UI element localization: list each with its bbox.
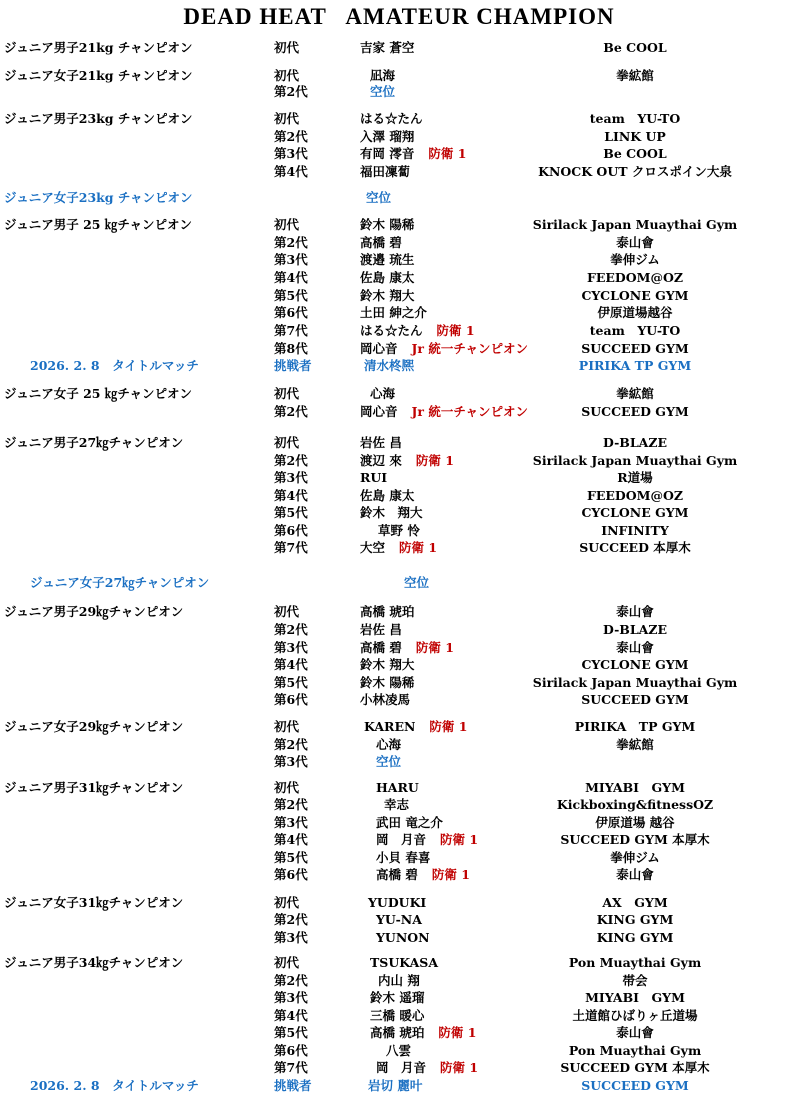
title-note: 防衛 1 [415, 453, 454, 468]
title-note: 防衛 1 [440, 1060, 479, 1075]
champion-name: 高橋 琥珀 [370, 1025, 425, 1040]
generation-label: 第3代 [274, 930, 308, 945]
gym-name: Sirilack Japan Muaythai Gym [532, 675, 738, 690]
title-note: 防衛 1 [429, 719, 468, 734]
gym-name: CYCLONE GYM [581, 505, 689, 520]
title-note: 防衛 1 [415, 640, 454, 655]
title-note: 防衛 1 [431, 867, 470, 882]
generation-label: 第3代 [274, 754, 308, 769]
category-label: 2026. 2. 8 タイトルマッチ [30, 358, 199, 373]
category-label: ジュニア男子31㎏チャンピオン [4, 780, 184, 795]
generation-label: 第4代 [274, 164, 308, 179]
champion-name: 三橋 暖心 [370, 1008, 425, 1023]
generation-label: 第3代 [274, 146, 308, 161]
gym-name: 拳絋館 [616, 737, 654, 752]
generation-label: 初代 [274, 40, 300, 55]
gym-name: FEEDOM@OZ [586, 270, 683, 285]
generation-label: 第2代 [274, 912, 308, 927]
champion-name: 草野 怜 [378, 523, 420, 538]
gym-name: Pon Muaythai Gym [568, 1043, 702, 1058]
gym-name: KING GYM [596, 912, 674, 927]
gym-name: Be COOL [603, 146, 667, 161]
champion-name: 武田 竜之介 [376, 815, 443, 830]
generation-label: 初代 [274, 68, 300, 83]
champion-name: 高橋 碧 [360, 235, 402, 250]
champion-name: 岩佐 昌 [360, 622, 402, 637]
generation-label: 第3代 [274, 990, 308, 1005]
champion-name: はる☆たん [360, 323, 423, 338]
gym-name: SUCCEED GYM [581, 341, 689, 356]
category-label: ジュニア女子23kg チャンピオン [4, 190, 193, 205]
champion-name: 八雲 [386, 1043, 412, 1058]
gym-name: Kickboxing&fitnessOZ [556, 797, 714, 812]
gym-name: PIRIKA TP GYM [578, 358, 692, 373]
gym-name: FEEDOM@OZ [586, 488, 683, 503]
generation-label: 第2代 [274, 737, 308, 752]
gym-name: CYCLONE GYM [581, 288, 689, 303]
champion-name: 清水柊熈 [364, 358, 415, 373]
title-note: Jr 統一チャンピオン [411, 404, 528, 419]
generation-label: 第6代 [274, 867, 308, 882]
generation-label: 初代 [274, 955, 300, 970]
category-label: ジュニア男子 25 ㎏チャンピオン [4, 217, 192, 232]
gym-name: SUCCEED GYM [581, 692, 689, 707]
generation-label: 初代 [274, 719, 300, 734]
gym-name: 伊原道場越谷 [597, 305, 673, 320]
champion-name: 幸志 [384, 797, 410, 812]
champion-name: HARU [376, 780, 419, 795]
generation-label: 挑戦者 [274, 1078, 312, 1093]
champion-name: 空位 [376, 754, 402, 769]
generation-label: 第5代 [274, 288, 308, 303]
generation-label: 第4代 [274, 1008, 308, 1023]
generation-label: 第2代 [274, 453, 308, 468]
champion-name: 心海 [376, 737, 402, 752]
gym-name: 泰山會 [616, 604, 654, 619]
champion-name: 鈴木 翔大 [360, 505, 423, 520]
title-note: 防衛 1 [399, 540, 438, 555]
gym-name: SUCCEED GYM 本厚木 [560, 832, 710, 847]
champion-name: 鈴木 遥瑠 [370, 990, 425, 1005]
champion-name: 有岡 澪音 [360, 146, 415, 161]
generation-label: 第3代 [274, 470, 308, 485]
generation-label: 第5代 [274, 505, 308, 520]
generation-label: 第6代 [274, 305, 308, 320]
champion-name: RUI [360, 470, 388, 485]
champion-name: 岩佐 昌 [360, 435, 402, 450]
gym-name: MIYABI GYM [585, 780, 685, 795]
category-label: ジュニア女子 25 ㎏チャンピオン [4, 386, 192, 401]
generation-label: 第6代 [274, 523, 308, 538]
gym-name: 泰山會 [616, 1025, 654, 1040]
champion-name: 空位 [370, 84, 396, 99]
gym-name: D-BLAZE [603, 435, 667, 450]
champion-name: はる☆たん [360, 111, 423, 126]
gym-name: 土道館ひばりヶ丘道場 [572, 1008, 698, 1023]
gym-name: 拳絋館 [616, 68, 654, 83]
generation-label: 第5代 [274, 1025, 308, 1040]
generation-label: 初代 [274, 217, 300, 232]
champion-name: 空位 [404, 575, 430, 590]
champion-name: 岩切 麗叶 [368, 1078, 423, 1093]
champion-name: 佐島 康太 [360, 488, 415, 503]
champion-name: 高橋 琥珀 [360, 604, 415, 619]
gym-name: 拳伸ジム [610, 850, 660, 865]
generation-label: 第2代 [274, 797, 308, 812]
title-note: 防衛 1 [438, 1025, 477, 1040]
champion-name: 大空 [360, 540, 386, 555]
generation-label: 第5代 [274, 675, 308, 690]
generation-label: 第4代 [274, 270, 308, 285]
category-label: ジュニア女子27㎏チャンピオン [30, 575, 210, 590]
champion-name: 佐島 康太 [360, 270, 415, 285]
champion-name: 凪海 [370, 68, 396, 83]
generation-label: 第2代 [274, 973, 308, 988]
category-label: ジュニア男子23kg チャンピオン [4, 111, 193, 126]
generation-label: 第4代 [274, 488, 308, 503]
gym-name: SUCCEED GYM [581, 404, 689, 419]
generation-label: 第2代 [274, 622, 308, 637]
champion-name: 鈴木 陽稀 [360, 217, 415, 232]
champion-name: 内山 翔 [378, 973, 420, 988]
champion-name: KAREN [364, 719, 416, 734]
generation-label: 第2代 [274, 84, 308, 99]
category-label: ジュニア男子29㎏チャンピオン [4, 604, 184, 619]
champion-name: TSUKASA [370, 955, 439, 970]
generation-label: 第3代 [274, 815, 308, 830]
gym-name: 拳絋館 [616, 386, 654, 401]
gym-name: 帯会 [622, 973, 648, 988]
gym-name: SUCCEED 本厚木 [579, 540, 691, 555]
generation-label: 第4代 [274, 657, 308, 672]
generation-label: 第4代 [274, 832, 308, 847]
generation-label: 第5代 [274, 850, 308, 865]
champion-name: 吉家 蒼空 [360, 40, 415, 55]
generation-label: 第3代 [274, 252, 308, 267]
gym-name: Pon Muaythai Gym [568, 955, 702, 970]
gym-name: KING GYM [596, 930, 674, 945]
gym-name: Sirilack Japan Muaythai Gym [532, 217, 738, 232]
gym-name: 泰山會 [616, 235, 654, 250]
gym-name: PIRIKA TP GYM [574, 719, 696, 734]
gym-name: 拳伸ジム [610, 252, 660, 267]
category-label: ジュニア男子34㎏チャンピオン [4, 955, 184, 970]
gym-name: team YU-TO [589, 111, 681, 126]
page-title: DEAD HEAT AMATEUR CHAMPION [183, 4, 615, 29]
gym-name: 伊原道場 越谷 [595, 815, 675, 830]
gym-name: INFINITY [601, 523, 669, 538]
category-label: ジュニア男子27㎏チャンピオン [4, 435, 184, 450]
champion-name: 小貝 春喜 [376, 850, 431, 865]
generation-label: 第2代 [274, 404, 308, 419]
category-label: ジュニア男子21kg チャンピオン [4, 40, 193, 55]
champion-name: 土田 紳之介 [360, 305, 427, 320]
generation-label: 第7代 [274, 1060, 308, 1075]
champion-name: YU-NA [376, 912, 422, 927]
champion-name: 鈴木 陽稀 [360, 675, 415, 690]
gym-name: CYCLONE GYM [581, 657, 689, 672]
generation-label: 初代 [274, 604, 300, 619]
champion-name: YUDUKI [368, 895, 427, 910]
champion-name: 岡 月音 [376, 1060, 427, 1075]
generation-label: 第8代 [274, 341, 308, 356]
gym-name: KNOCK OUT クロスポイン大泉 [538, 164, 732, 179]
generation-label: 初代 [274, 386, 300, 401]
gym-name: SUCCEED GYM [581, 1078, 689, 1093]
gym-name: 泰山會 [616, 867, 654, 882]
gym-name: SUCCEED GYM 本厚木 [560, 1060, 710, 1075]
generation-label: 第7代 [274, 323, 308, 338]
champion-name: 鈴木 翔大 [360, 288, 415, 303]
gym-name: AX GYM [602, 895, 668, 910]
champion-name: 渡邉 琉生 [360, 252, 415, 267]
generation-label: 第6代 [274, 692, 308, 707]
gym-name: 泰山會 [616, 640, 654, 655]
gym-name: D-BLAZE [603, 622, 667, 637]
category-label: ジュニア女子29㎏チャンピオン [4, 719, 184, 734]
category-label: ジュニア女子31㎏チャンピオン [4, 895, 184, 910]
champion-name: 心海 [370, 386, 396, 401]
generation-label: 第6代 [274, 1043, 308, 1058]
champion-name: 小林凌馬 [360, 692, 411, 707]
champion-name: 高橋 碧 [376, 867, 418, 882]
title-note: 防衛 1 [440, 832, 479, 847]
generation-label: 初代 [274, 435, 300, 450]
generation-label: 第2代 [274, 235, 308, 250]
title-note: Jr 統一チャンピオン [411, 341, 528, 356]
generation-label: 初代 [274, 111, 300, 126]
champion-name: 鈴木 翔大 [360, 657, 415, 672]
champion-name: 空位 [366, 190, 392, 205]
champion-name: 入澤 瑠翔 [360, 129, 415, 144]
title-note: 防衛 1 [428, 146, 467, 161]
gym-name: Be COOL [603, 40, 667, 55]
gym-name: team YU-TO [589, 323, 681, 338]
title-note: 防衛 1 [436, 323, 475, 338]
gym-name: R道場 [617, 470, 653, 485]
champion-name: 岡心音 [360, 404, 398, 419]
category-label: 2026. 2. 8 タイトルマッチ [30, 1078, 199, 1093]
champion-name: 岡 月音 [376, 832, 427, 847]
champion-name: 高橋 碧 [360, 640, 402, 655]
generation-label: 挑戦者 [274, 358, 312, 373]
champion-name: 福田凜蔔 [360, 164, 411, 179]
generation-label: 第3代 [274, 640, 308, 655]
generation-label: 初代 [274, 780, 300, 795]
generation-label: 初代 [274, 895, 300, 910]
generation-label: 第2代 [274, 129, 308, 144]
gym-name: MIYABI GYM [585, 990, 685, 1005]
category-label: ジュニア女子21kg チャンピオン [4, 68, 193, 83]
generation-label: 第7代 [274, 540, 308, 555]
gym-name: LINK UP [604, 129, 666, 144]
champion-name: 渡辺 來 [360, 453, 402, 468]
gym-name: Sirilack Japan Muaythai Gym [532, 453, 738, 468]
champion-name: YUNON [376, 930, 430, 945]
champion-name: 岡心音 [360, 341, 398, 356]
